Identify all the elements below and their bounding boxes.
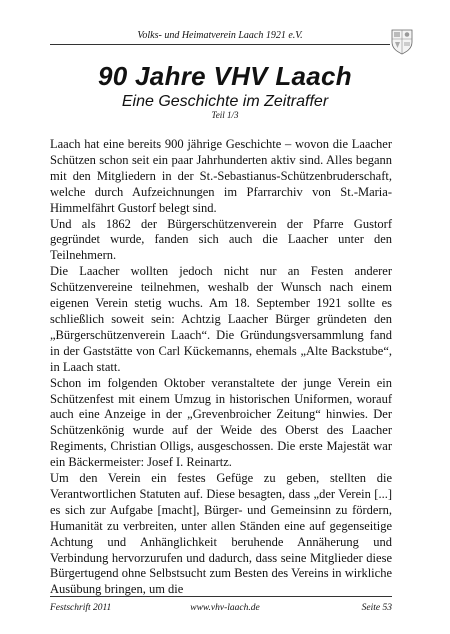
coat-of-arms-icon [391,28,413,55]
article-body [50,137,392,598]
paragraph: Schon im folgenden Oktober veranstaltete der junge Verein ein Schützenfest mit einem Umzug in historischen Uniformen, worauf auch eine Anzeige in der „Grevenbroicher Zeitung“ hinwies. Der Schützenkönig wurde auf der Weide des Oberst des Laacher Regiments, Christian Olligs, ausgeschossen. Die erste Majestät war ein Bäckermeister: Josef I. Reinartz. [50,375,392,470]
paragraph: Laach hat eine bereits 900 jährige Geschichte – wovon die Laacher Schützen schon seit ein paar Jahrhunderten aktiv sind. Alles begann mit den Mitgliedern in der St.-Sebastianus-Schützenbruderschaft, welche durch Aufzeichnungen im Pfarrarchiv von St.-Maria-Himmelfährt Gustorf belegt sind. [50,137,392,215]
footer-rule [50,596,392,597]
footer-publication: Festschrift 2011 [50,603,112,613]
paragraph: Die Laacher wollten jedoch nicht nur an Festen anderer Schützenvereine teilnehmen, weshalb der Wunsch nach einem eigenen Verein stetig wuchs. Am 18. September 1921 sollte es schließlich soweit sein: Achtzig Laacher Bürger gründeten den „Bürgerschützenverein Laach“. Die Gründungsversammlung fand in der Gaststätte von Carl Kückemanns, ehemals „Alte Backstube“, in Laach statt. [50,264,392,374]
part-indicator: Teil 1/3 [211,110,239,120]
article-title: 90 Jahre VHV Laach [98,61,352,91]
running-header: Volks- und Heimatverein Laach 1921 e.V. [137,30,303,41]
paragraph: Um den Verein ein festes Gefüge zu geben, stellten die Verantwortlichen Statuten auf. Diese besagten, dass „der Verein [...] es sich zur Aufgabe [macht], Bürger- und Gemeinsinn zu fördern, Humanität zu verbreiten, unter allen Ständen eine auf gegenseitige Achtung und Anhänglichkeit beruhende Annäherung und Verbindung hervorzurufen und dadurch, dass seine Mitglieder diese Bürgertugend ohne Selbstsucht zum Besten des Vereins in wirkliche Ausübung bringen, um die [50,471,392,597]
footer-page-number: Seite 53 [361,603,392,613]
paragraph: Und als 1862 der Bürgerschützenverein der Pfarre Gustorf gegründet wurde, fanden sich auch die Laacher unter den Teilnehmern. [50,216,392,263]
article-subtitle: Eine Geschichte im Zeitraffer [121,93,329,110]
header-rule [50,44,390,45]
footer-website: www.vhv-laach.de [190,603,260,613]
